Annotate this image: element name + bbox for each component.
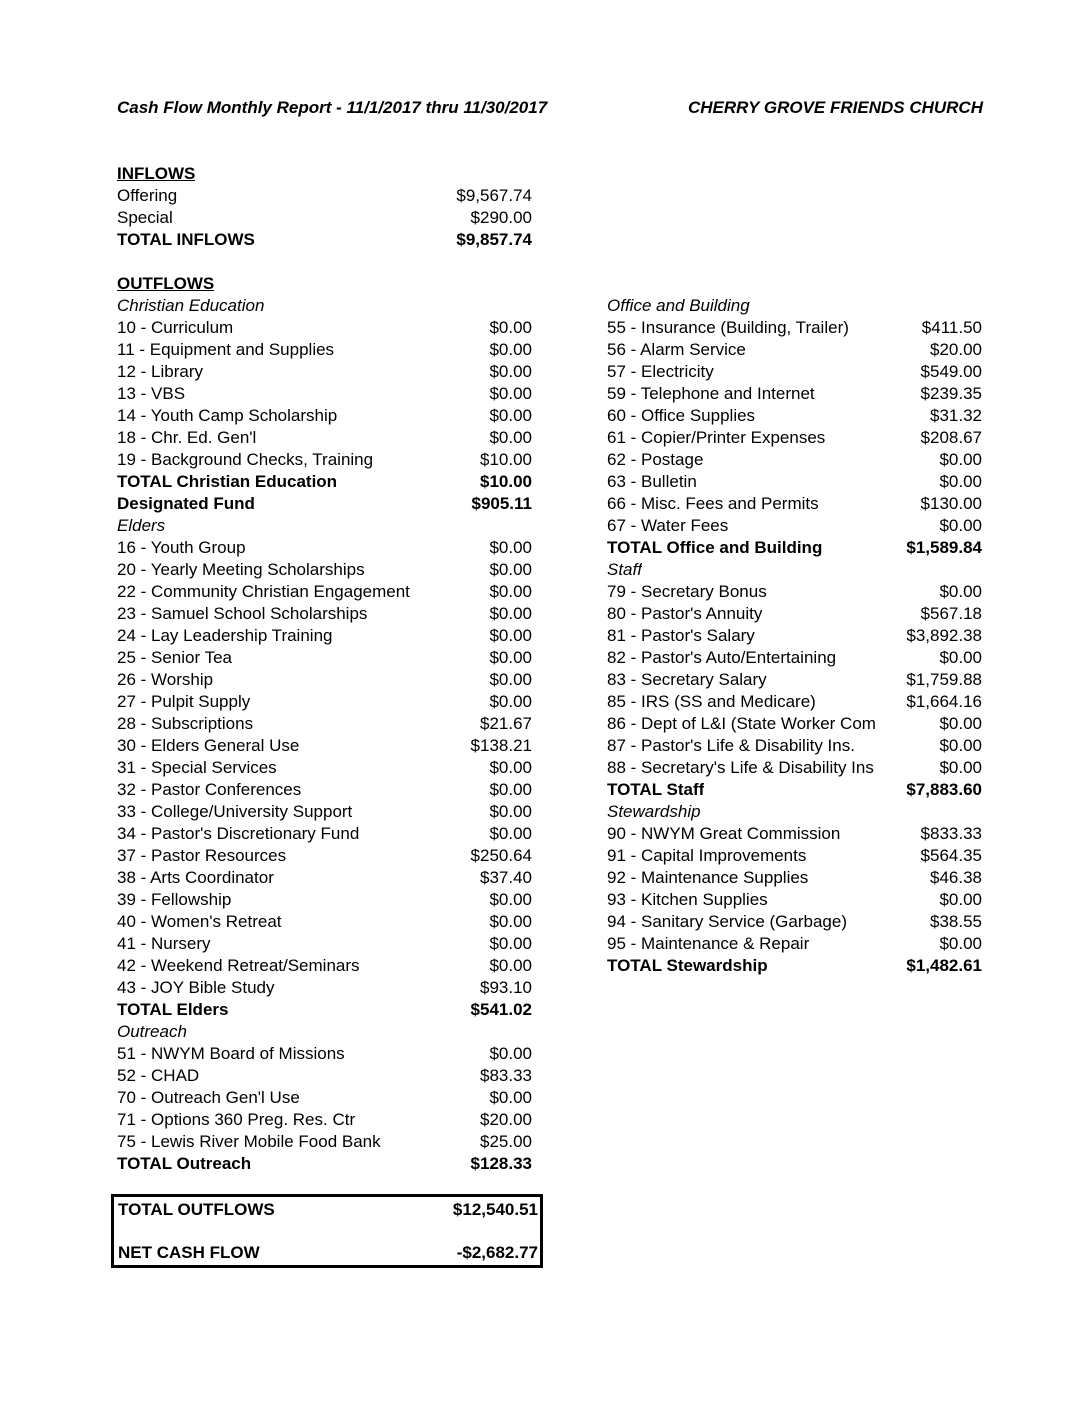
line-item-row: [117, 823, 532, 845]
row-amount: $128.33: [470, 1154, 532, 1173]
total-elders-row: [117, 999, 532, 1021]
row-amount: $564.35: [920, 846, 982, 865]
line-item-row: [117, 625, 532, 647]
row-amount: $0.00: [939, 934, 982, 953]
line-item-row: [607, 669, 982, 691]
line-item-row: [607, 603, 982, 625]
row-amount: $0.00: [489, 318, 532, 337]
line-item-row: [607, 823, 982, 845]
total-staff-row: [607, 779, 982, 801]
row-label: 10 - Curriculum: [117, 318, 234, 337]
section-title-office-and-building: Office and Building: [607, 296, 750, 315]
line-item-row: [117, 1131, 532, 1153]
outreach-rows: [117, 1043, 532, 1153]
line-item-row: [607, 427, 982, 449]
line-item-row: [607, 493, 982, 515]
row-label: 25 - Senior Tea: [117, 648, 232, 667]
line-item-row: [607, 317, 982, 339]
row-label: 82 - Pastor's Auto/Entertaining: [607, 648, 837, 667]
row-label: 88 - Secretary's Life & Disability Ins: [607, 758, 874, 777]
row-amount: $21.67: [480, 714, 532, 733]
row-amount: $20.00: [930, 340, 982, 359]
row-label: 34 - Pastor's Discretionary Fund: [117, 824, 360, 843]
row-label: 20 - Yearly Meeting Scholarships: [117, 560, 365, 579]
line-item-row: [607, 691, 982, 713]
row-label: 31 - Special Services: [117, 758, 277, 777]
row-amount: $93.10: [480, 978, 532, 997]
row-label: 59 - Telephone and Internet: [607, 384, 815, 403]
line-item-row: [607, 383, 982, 405]
row-label: 83 - Secretary Salary: [607, 670, 767, 689]
outflows-heading: OUTFLOWS: [117, 274, 215, 293]
row-label: 39 - Fellowship: [117, 890, 232, 909]
line-item-row: [607, 339, 982, 361]
row-amount: $0.00: [489, 802, 532, 821]
row-amount: $0.00: [939, 472, 982, 491]
inflows-heading: INFLOWS: [117, 164, 196, 183]
row-amount: $130.00: [920, 494, 982, 513]
line-item-row: [117, 691, 532, 713]
row-amount: $1,664.16: [906, 692, 982, 711]
row-label: 67 - Water Fees: [607, 516, 729, 535]
row-label: 86 - Dept of L&I (State Worker Com: [607, 714, 876, 733]
row-label: 57 - Electricity: [607, 362, 714, 381]
row-label: 80 - Pastor's Annuity: [607, 604, 763, 623]
section-title-christian-education: Christian Education: [117, 296, 265, 315]
line-item-row: [607, 405, 982, 427]
row-label: 81 - Pastor's Salary: [607, 626, 755, 645]
row-amount: $0.00: [489, 538, 532, 557]
line-item-row: [607, 515, 982, 537]
line-item-row: [607, 911, 982, 933]
row-label: 24 - Lay Leadership Training: [117, 626, 333, 645]
row-amount: $905.11: [471, 494, 532, 513]
row-amount: $239.35: [920, 384, 982, 403]
row-amount: $0.00: [489, 890, 532, 909]
row-amount: $46.38: [930, 868, 982, 887]
row-label: 92 - Maintenance Supplies: [607, 868, 809, 887]
row-label: 70 - Outreach Gen'l Use: [117, 1088, 300, 1107]
line-item-row: [117, 449, 532, 471]
line-item-row: [117, 911, 532, 933]
designated-fund-row: [117, 493, 532, 515]
row-amount: $0.00: [939, 714, 982, 733]
row-amount: $567.18: [920, 604, 982, 623]
inflow-row: [117, 207, 532, 229]
row-amount: $37.40: [480, 868, 532, 887]
line-item-row: [117, 647, 532, 669]
line-item-row: [117, 977, 532, 999]
total-christian-education-row: [117, 471, 532, 493]
row-amount: $0.00: [939, 890, 982, 909]
line-item-row: [607, 625, 982, 647]
row-label: 56 - Alarm Service: [607, 340, 746, 359]
row-label: TOTAL OUTFLOWS: [118, 1200, 275, 1219]
row-amount: $541.02: [470, 1000, 532, 1019]
row-label: 43 - JOY Bible Study: [117, 978, 275, 997]
line-item-row: [117, 383, 532, 405]
row-amount: $833.33: [920, 824, 982, 843]
row-label: 52 - CHAD: [117, 1066, 200, 1085]
christian-education-rows: [117, 317, 532, 471]
row-amount: $1,589.84: [906, 538, 982, 557]
row-amount: $549.00: [920, 362, 982, 381]
row-amount: $0.00: [489, 758, 532, 777]
line-item-row: [117, 317, 532, 339]
row-amount: $0.00: [489, 384, 532, 403]
row-amount: $7,883.60: [906, 780, 982, 799]
spacer: [117, 251, 532, 273]
total-office-and-building-row: [607, 537, 982, 559]
line-item-row: [117, 757, 532, 779]
line-item-row: [607, 735, 982, 757]
row-label: 75 - Lewis River Mobile Food Bank: [117, 1132, 381, 1151]
line-item-row: [607, 757, 982, 779]
line-item-row: [607, 845, 982, 867]
elders-rows: [117, 537, 532, 999]
row-amount: $0.00: [489, 428, 532, 447]
row-amount: $0.00: [939, 450, 982, 469]
line-item-row: [117, 537, 532, 559]
report-title: Cash Flow Monthly Report - 11/1/2017 thru 11/30/2017: [117, 98, 548, 117]
row-label: NET CASH FLOW: [118, 1243, 260, 1262]
line-item-row: [117, 845, 532, 867]
row-label: 12 - Library: [117, 362, 203, 381]
row-amount: $1,759.88: [906, 670, 982, 689]
row-amount: $0.00: [489, 956, 532, 975]
row-amount: $0.00: [489, 1088, 532, 1107]
line-item-row: [117, 801, 532, 823]
total-stewardship-row: [607, 955, 982, 977]
row-amount: $0.00: [939, 648, 982, 667]
row-amount: $0.00: [489, 648, 532, 667]
row-label: Special: [117, 208, 173, 227]
row-label: 90 - NWYM Great Commission: [607, 824, 841, 843]
row-amount: $0.00: [489, 1044, 532, 1063]
left-column: [117, 163, 532, 1175]
row-label: 85 - IRS (SS and Medicare): [607, 692, 816, 711]
line-item-row: [117, 1087, 532, 1109]
line-item-row: [117, 1109, 532, 1131]
row-label: 37 - Pastor Resources: [117, 846, 287, 865]
row-label: 38 - Arts Coordinator: [117, 868, 274, 887]
row-label: 55 - Insurance (Building, Trailer): [607, 318, 849, 337]
row-amount: $10.00: [480, 450, 532, 469]
row-amount: $0.00: [489, 340, 532, 359]
row-amount: $9,857.74: [456, 230, 532, 249]
row-amount: $0.00: [489, 824, 532, 843]
row-label: Offering: [117, 186, 178, 205]
row-label: 60 - Office Supplies: [607, 406, 756, 425]
staff-rows: [607, 581, 982, 779]
stewardship-rows: [607, 823, 982, 955]
row-label: 91 - Capital Improvements: [607, 846, 807, 865]
row-amount: $250.64: [470, 846, 532, 865]
row-amount: $12,540.51: [452, 1200, 538, 1219]
row-amount: $0.00: [939, 582, 982, 601]
row-label: 33 - College/University Support: [117, 802, 353, 821]
line-item-row: [607, 713, 982, 735]
line-item-row: [117, 889, 532, 911]
section-title-staff: Staff: [607, 560, 642, 579]
row-label: 66 - Misc. Fees and Permits: [607, 494, 819, 513]
line-item-row: [607, 647, 982, 669]
row-label: 71 - Options 360 Preg. Res. Ctr: [117, 1110, 356, 1129]
row-label: 40 - Women's Retreat: [117, 912, 282, 931]
row-label: 26 - Worship: [117, 670, 214, 689]
line-item-row: [607, 581, 982, 603]
row-label: 13 - VBS: [117, 384, 186, 403]
row-amount: $0.00: [489, 604, 532, 623]
line-item-row: [607, 361, 982, 383]
row-amount: $290.00: [470, 208, 532, 227]
total-outflows-row: [118, 1199, 538, 1221]
line-item-row: [117, 867, 532, 889]
row-amount: $0.00: [489, 692, 532, 711]
row-label: 62 - Postage: [607, 450, 704, 469]
row-label: 51 - NWYM Board of Missions: [117, 1044, 345, 1063]
row-amount: $0.00: [489, 582, 532, 601]
row-amount: $0.00: [489, 362, 532, 381]
row-amount: $0.00: [489, 670, 532, 689]
row-amount: $38.55: [930, 912, 982, 931]
line-item-row: [117, 955, 532, 977]
row-label: 23 - Samuel School Scholarships: [117, 604, 368, 623]
row-label: TOTAL Elders: [117, 1000, 229, 1019]
row-label: 63 - Bulletin: [607, 472, 697, 491]
summary-box: [111, 1194, 543, 1268]
row-label: 27 - Pulpit Supply: [117, 692, 251, 711]
row-label: 19 - Background Checks, Training: [117, 450, 374, 469]
row-amount: $0.00: [489, 406, 532, 425]
line-item-row: [117, 581, 532, 603]
line-item-row: [607, 471, 982, 493]
row-label: 16 - Youth Group: [117, 538, 246, 557]
row-amount: $0.00: [939, 758, 982, 777]
row-label: 41 - Nursery: [117, 934, 211, 953]
row-label: TOTAL Stewardship: [607, 956, 768, 975]
row-amount: $0.00: [939, 736, 982, 755]
row-amount: $0.00: [489, 560, 532, 579]
row-label: 32 - Pastor Conferences: [117, 780, 302, 799]
church-name: CHERRY GROVE FRIENDS CHURCH: [687, 98, 983, 117]
line-item-row: [607, 933, 982, 955]
line-item-row: [117, 339, 532, 361]
line-item-row: [117, 1043, 532, 1065]
row-amount: $0.00: [489, 626, 532, 645]
row-label: 28 - Subscriptions: [117, 714, 254, 733]
row-amount: $3,892.38: [906, 626, 982, 645]
row-amount: $0.00: [489, 934, 532, 953]
line-item-row: [117, 1065, 532, 1087]
row-label: 95 - Maintenance & Repair: [607, 934, 810, 953]
row-label: 22 - Community Christian Engagement: [117, 582, 410, 601]
row-amount: $0.00: [939, 516, 982, 535]
total-inflows-row: [117, 229, 532, 251]
row-amount: $31.32: [930, 406, 982, 425]
row-label: 11 - Equipment and Supplies: [117, 340, 335, 359]
row-amount: $10.00: [480, 472, 532, 491]
section-title-stewardship: Stewardship: [607, 802, 701, 821]
row-amount: $25.00: [480, 1132, 532, 1151]
line-item-row: [117, 669, 532, 691]
line-item-row: [117, 779, 532, 801]
line-item-row: [607, 867, 982, 889]
row-amount: $0.00: [489, 780, 532, 799]
inflow-row: [117, 185, 532, 207]
row-label: TOTAL Office and Building: [607, 538, 823, 557]
row-label: 18 - Chr. Ed. Gen'l: [117, 428, 257, 447]
row-amount: $138.21: [470, 736, 532, 755]
row-amount: $20.00: [480, 1110, 532, 1129]
total-outreach-row: [117, 1153, 532, 1175]
row-label: 30 - Elders General Use: [117, 736, 300, 755]
row-label: TOTAL Staff: [607, 780, 705, 799]
row-label: 14 - Youth Camp Scholarship: [117, 406, 338, 425]
row-label: TOTAL INFLOWS: [117, 230, 255, 249]
line-item-row: [607, 889, 982, 911]
row-amount: $83.33: [480, 1066, 532, 1085]
row-label: 42 - Weekend Retreat/Seminars: [117, 956, 360, 975]
row-label: 79 - Secretary Bonus: [607, 582, 767, 601]
row-label: TOTAL Christian Education: [117, 472, 338, 491]
line-item-row: [117, 559, 532, 581]
line-item-row: [117, 361, 532, 383]
row-amount: $1,482.61: [906, 956, 982, 975]
row-label: 87 - Pastor's Life & Disability Ins.: [607, 736, 855, 755]
right-column: [607, 295, 982, 977]
row-label: 94 - Sanitary Service (Garbage): [607, 912, 847, 931]
row-label: Designated Fund: [117, 494, 255, 513]
line-item-row: [117, 405, 532, 427]
net-cash-flow-row: [118, 1242, 538, 1264]
section-title-elders: Elders: [117, 516, 166, 535]
row-amount: -$2,682.77: [456, 1243, 538, 1262]
section-title-outreach: Outreach: [117, 1022, 187, 1041]
line-item-row: [117, 603, 532, 625]
row-label: 93 - Kitchen Supplies: [607, 890, 768, 909]
row-amount: $411.50: [921, 318, 982, 337]
line-item-row: [117, 735, 532, 757]
office-and-building-rows: [607, 317, 982, 537]
line-item-row: [607, 449, 982, 471]
row-amount: $208.67: [920, 428, 982, 447]
row-label: TOTAL Outreach: [117, 1154, 252, 1173]
row-amount: $0.00: [489, 912, 532, 931]
line-item-row: [117, 427, 532, 449]
line-item-row: [117, 933, 532, 955]
row-amount: $9,567.74: [456, 186, 532, 205]
line-item-row: [117, 713, 532, 735]
row-label: 61 - Copier/Printer Expenses: [607, 428, 826, 447]
